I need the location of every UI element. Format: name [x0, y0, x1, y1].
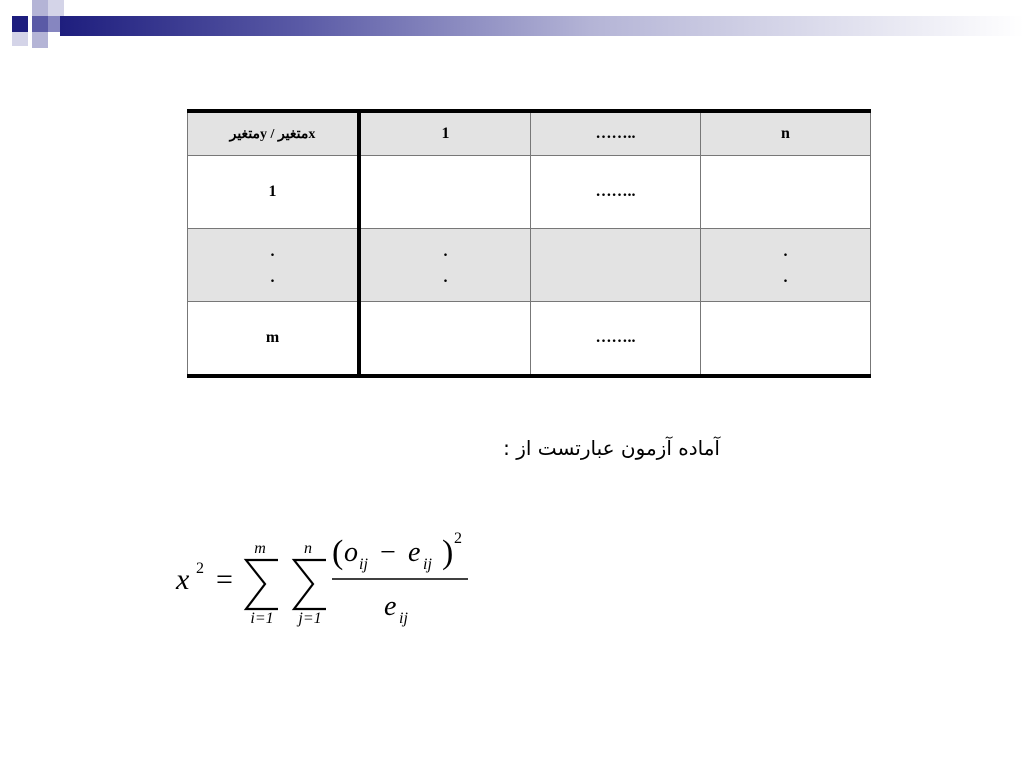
- table-cell: ……..: [531, 156, 701, 229]
- formula-denominator-subscript: ij: [399, 610, 408, 627]
- header-gradient-bar: [60, 16, 1024, 36]
- formula-open-paren: (: [332, 534, 344, 571]
- sum2-lower-limit: j=1: [298, 610, 322, 627]
- table-cell: [359, 156, 531, 229]
- contingency-table: [187, 109, 871, 378]
- table-cell: [359, 302, 531, 377]
- formula-expected: e: [408, 537, 421, 568]
- test-statistic-caption: آماده آزمون عبارتست از :: [503, 436, 720, 460]
- table-corner-cell: متغیرy / متغیرx: [188, 111, 360, 156]
- formula-observed: o: [344, 537, 358, 568]
- table-row: [188, 229, 871, 302]
- sum1-upper-limit: m: [254, 540, 266, 557]
- formula-close-paren: ): [442, 534, 454, 571]
- table-cell: ……..: [531, 302, 701, 377]
- formula-numerator-exponent: 2: [454, 530, 462, 547]
- formula-observed-subscript: ij: [359, 556, 368, 573]
- table-row: [188, 302, 871, 377]
- formula-lhs-exponent: 2: [196, 560, 204, 577]
- sum2-sigma-icon: [294, 560, 326, 609]
- formula-minus: −: [380, 537, 396, 568]
- table-header-cell: n: [701, 111, 871, 156]
- table-header-row: [188, 111, 871, 156]
- formula-lhs-variable: x: [176, 563, 190, 596]
- table-header-cell: 1: [359, 111, 531, 156]
- sum1-sigma-icon: [246, 560, 278, 609]
- table-cell: [701, 302, 871, 377]
- vertical-dots: . .: [270, 243, 275, 286]
- chi-square-formula: [170, 505, 490, 635]
- sum1-lower-limit: i=1: [250, 610, 274, 627]
- table-cell: [701, 229, 871, 302]
- table-cell: [359, 229, 531, 302]
- formula-equals: =: [216, 563, 233, 596]
- table-cell: [701, 156, 871, 229]
- sum2-upper-limit: n: [304, 540, 312, 557]
- vertical-dots: . .: [783, 243, 788, 286]
- table-row-label: [188, 229, 360, 302]
- formula-expected-subscript: ij: [423, 556, 432, 573]
- table-row-label: 1: [188, 156, 360, 229]
- formula-denominator-expected: e: [384, 591, 397, 622]
- table-row: [188, 156, 871, 229]
- vertical-dots: . .: [443, 243, 448, 286]
- table-cell: [531, 229, 701, 302]
- table-row-label: m: [188, 302, 360, 377]
- table-header-cell: ……..: [531, 111, 701, 156]
